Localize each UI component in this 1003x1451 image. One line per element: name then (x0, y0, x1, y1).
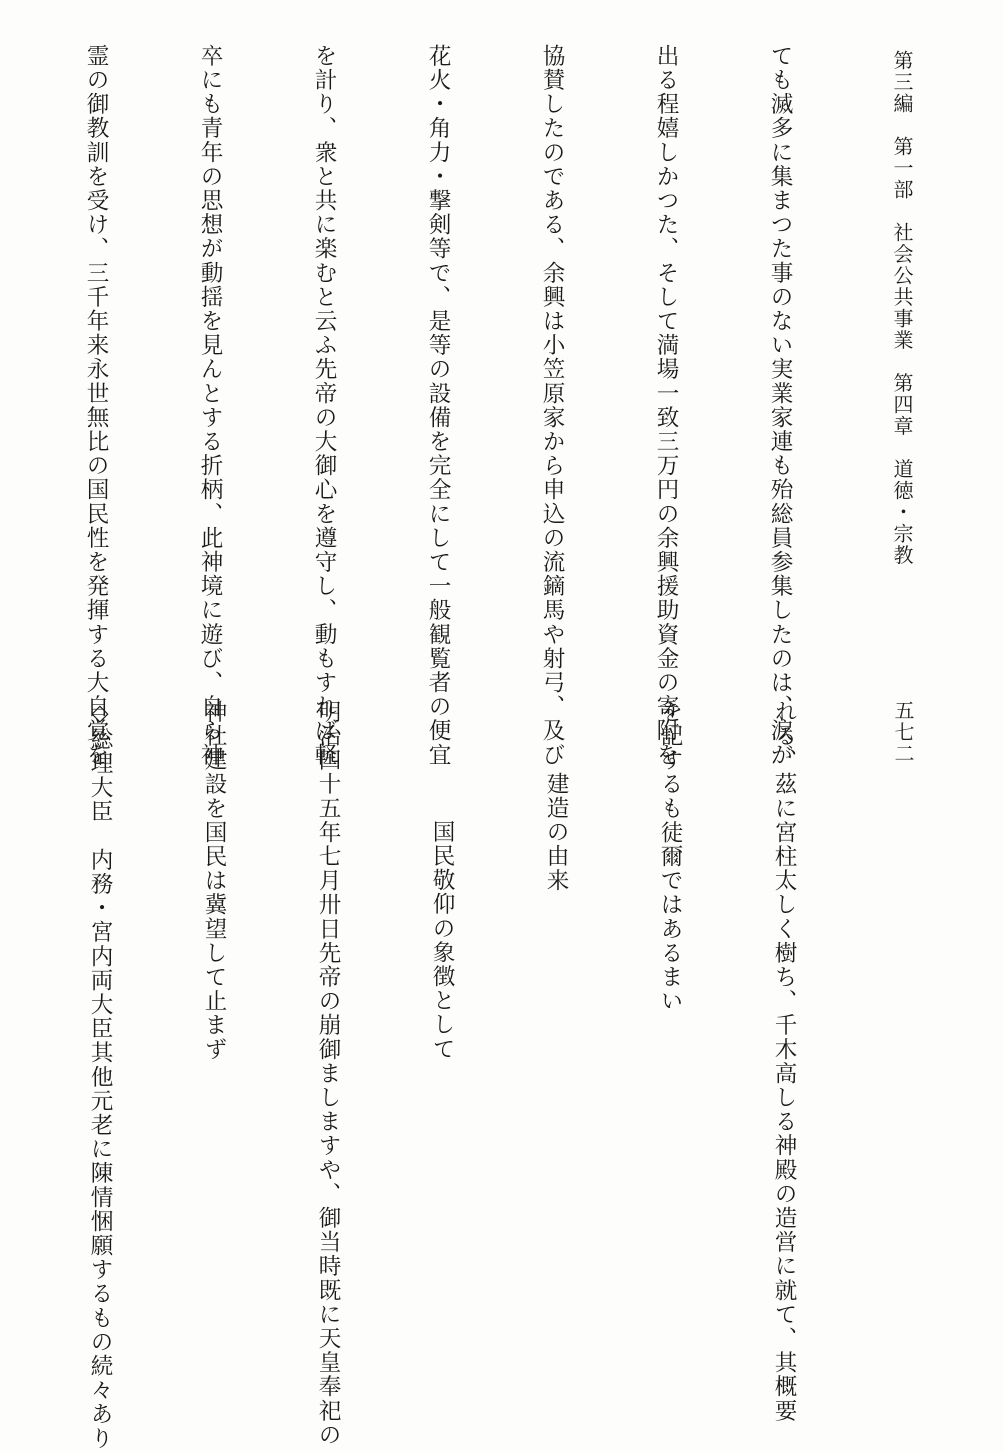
text-column: 神社建設を国民は冀望して止まず (201, 700, 227, 1062)
text-column: ても滅多に集まつた事のない実業家連も殆総員参集したのは、涙が (767, 44, 793, 767)
text-column (0, 700, 5, 1400)
text-column: 霊の御教訓を受け、三千年来永世無比の国民性を発揮する大自覚を (83, 44, 109, 767)
text-column: 花火・角力・撃剣等で、是等の設備を完全にして一般観覧者の便宜 (425, 44, 451, 767)
subheading: 国民敬仰の象徴として (429, 820, 455, 1061)
text-column (0, 44, 1, 672)
text-column: 明治四十五年七月卅日先帝の崩御ましますや、御当時既に天皇奉祀の (315, 700, 341, 1448)
upper-text-block (0, 44, 875, 767)
page-number: 五七二 (891, 700, 915, 765)
text-column: 協賛したのである、余興は小笠原家から申込の流鏑馬や射弓、及び (539, 44, 565, 767)
text-column: れる、茲に宮柱太しく樹ち、千木高しる神殿の造営に就て、其概要 (771, 700, 797, 1423)
text-column: 出る程嬉しかつた、そして満場一致三万円の余興援助資金の寄附を (653, 44, 679, 767)
lower-text-block (0, 700, 879, 1451)
text-column: 卒にも青年の思想が動揺を見んとする折柄、此神境に遊び、自ら神 (197, 44, 223, 767)
subheading: 建造の由来 (543, 772, 569, 893)
running-header: 第三編 第一部 社会公共事業 第四章 道徳・宗教 (890, 50, 914, 566)
text-column: を記するも徒爾ではあるまい (657, 700, 683, 1014)
text-column: を計り、衆と共に楽むと云ふ先帝の大御心を遵守し、動もすれば軽 (311, 44, 337, 767)
text-column: ◇総理大臣 内務・宮内両大臣其他元老に陳情悃願するもの続々あり (87, 700, 113, 1451)
